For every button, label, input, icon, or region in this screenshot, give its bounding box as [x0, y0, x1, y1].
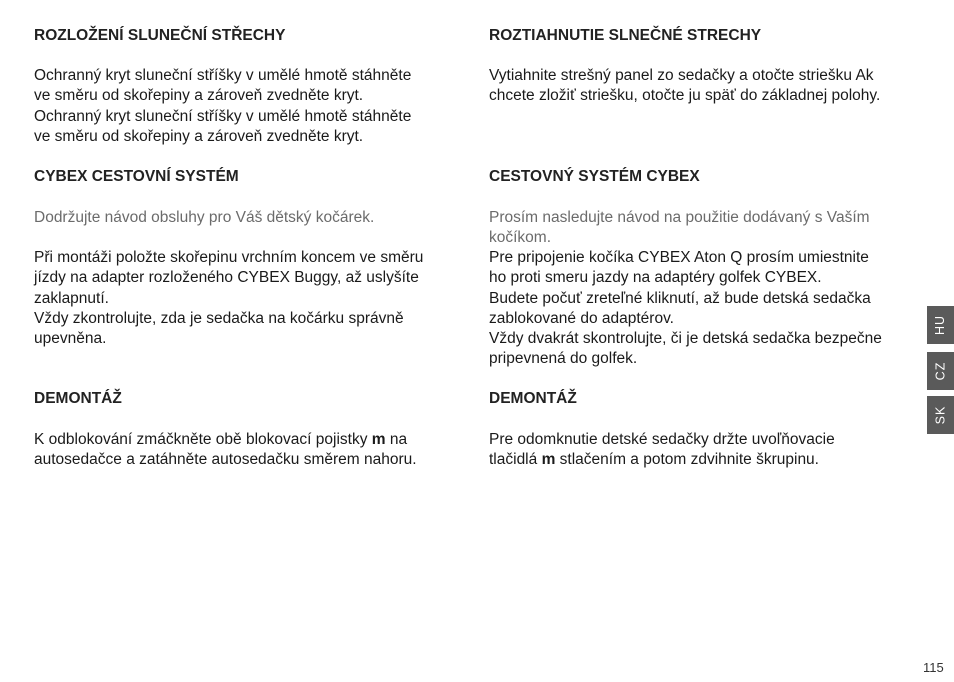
text-line: Pre odomknutie detské sedačky držte uvoľňovacie	[489, 431, 835, 448]
text-line	[489, 450, 919, 470]
text-line: upevněna.	[34, 330, 107, 348]
text-line	[34, 430, 474, 450]
text-line: Ochranný kryt sluneční stříšky v umělé hmotě stáhněte	[34, 107, 412, 125]
text-fragment: stlačením a potom zdvihnite škrupinu.	[555, 451, 819, 469]
text-line: ve směru od skořepiny a zároveň zvedněte kryt.	[34, 127, 364, 145]
paragraph-mounting	[489, 248, 919, 370]
text-fragment: na	[385, 431, 408, 448]
text-line: Ochranný kryt sluneční stříšky v umělé hmotě stáhněte	[34, 67, 412, 84]
paragraph-removal	[34, 430, 474, 471]
paragraph-sun-canopy	[34, 66, 474, 147]
heading-travel-system: CYBEX CESTOVNÍ SYSTÉM	[34, 168, 239, 185]
text-line: zaklapnutí.	[34, 289, 109, 307]
page-number: 115	[923, 660, 944, 675]
language-tab-cz[interactable]	[927, 352, 954, 390]
heading-removal: DEMONTÁŽ	[489, 390, 577, 407]
text-line: Při montáži položte skořepinu vrchním koncem ve směru	[34, 249, 424, 266]
heading-travel-system: CESTOVNÝ SYSTÉM CYBEX	[489, 168, 700, 185]
tab-label: HU	[933, 314, 948, 336]
text-line: zablokované do adaptérov.	[489, 309, 674, 327]
text-line: Budete počuť zreteľné kliknutí, až bude detská sedačka	[489, 289, 871, 307]
text-line: ve směru od skořepiny a zároveň zvedněte kryt.	[34, 87, 364, 105]
bold-m: m	[541, 451, 556, 469]
note-stroller-manual	[489, 208, 919, 249]
text-line: Vytiahnite strešný panel zo sedačky a otočte striešku Ak	[489, 67, 874, 84]
paragraph-removal	[489, 430, 919, 471]
text-line: autosedačce a zatáhněte autosedačku směrem nahoru.	[34, 451, 417, 469]
text-line: jízdy na adapter rozloženého CYBEX Buggy, až uslyšíte	[34, 269, 419, 287]
paragraph-sun-canopy	[489, 66, 919, 107]
text-line: Prosím nasledujte návod na použitie dodávaný s Vaším	[489, 209, 870, 226]
heading-sun-canopy: ROZTIAHNUTIE SLNEČNÉ STRECHY	[489, 27, 762, 44]
text-line: Pre pripojenie kočíka CYBEX Aton Q prosím umiestnite	[489, 249, 869, 266]
paragraph-mounting	[34, 248, 474, 349]
tab-label: SK	[933, 405, 948, 425]
text-line: Vždy dvakrát skontrolujte, či je detská sedačka bezpečne	[489, 330, 882, 348]
language-tab-hu[interactable]	[927, 306, 954, 344]
text-line: pripevnená do golfek.	[489, 350, 638, 368]
language-tab-sk[interactable]	[927, 396, 954, 434]
text-line: kočíkom.	[489, 229, 552, 247]
heading-sun-canopy: ROZLOŽENÍ SLUNEČNÍ STŘECHY	[34, 27, 286, 44]
text-fragment: tlačidlá	[489, 451, 542, 469]
text-line: ho proti smeru jazdy na adaptéry golfek CYBEX.	[489, 269, 822, 287]
text-line: Vždy zkontrolujte, zda je sedačka na kočárku správně	[34, 309, 404, 327]
tab-label: CZ	[933, 361, 948, 381]
heading-removal: DEMONTÁŽ	[34, 390, 122, 407]
text-fragment: K odblokování zmáčkněte obě blokovací pojistky	[34, 431, 372, 448]
bold-m: m	[371, 431, 386, 448]
note-stroller-manual: Dodržujte návod obsluhy pro Váš dětský kočárek.	[34, 209, 375, 226]
text-line: chcete zložiť striešku, otočte ju späť do základnej polohy.	[489, 87, 881, 105]
